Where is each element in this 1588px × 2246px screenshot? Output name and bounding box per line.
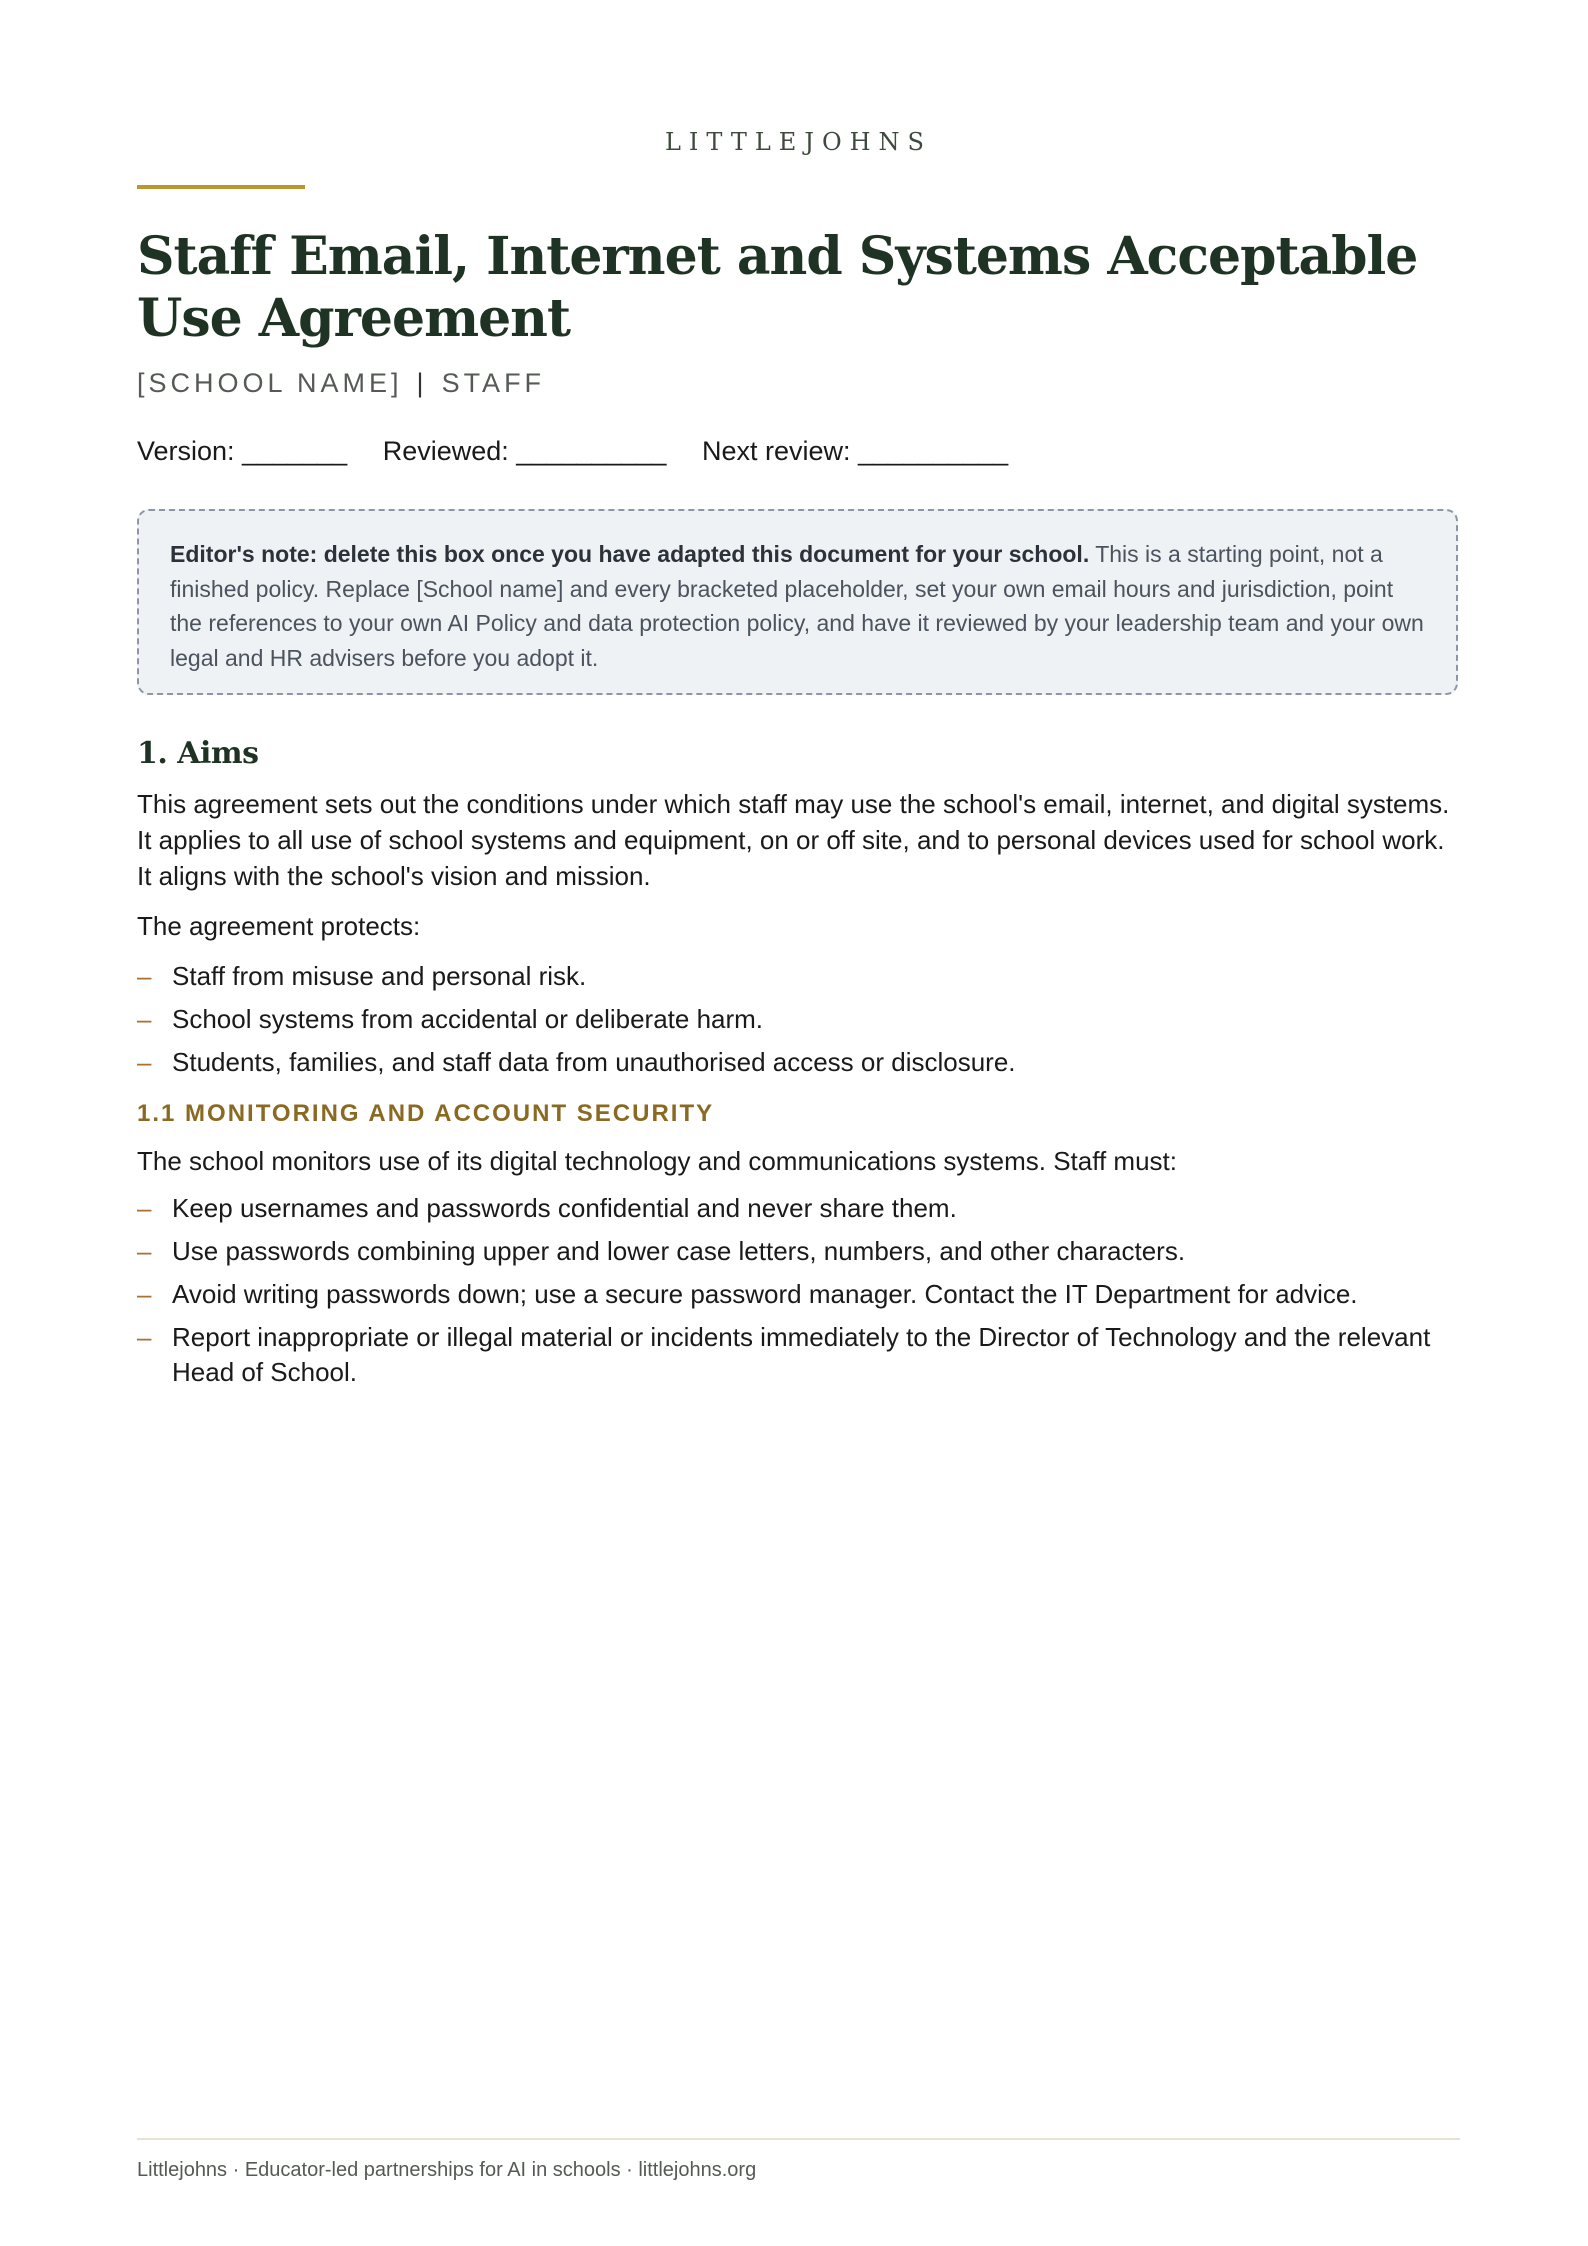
section-heading-aims: 1. Aims (137, 736, 259, 771)
aims-intro: This agreement sets out the conditions under which staff may use the school's email, internet, and digital systems. It applies to all use of school systems and equipment, on or off site, and to personal devices used for school work. It aligns with the school's vision and mission. (137, 789, 1450, 891)
protects-list (137, 959, 1460, 1088)
document-page (137, 0, 1460, 2246)
monitoring-rules-list (137, 1191, 1460, 1398)
version-meta (137, 436, 1036, 467)
list-item: – Report inappropriate or illegal material or incidents immediately to the Director of Technology and the relevant Head of School. (137, 1322, 1431, 1387)
subtitle-separator: | (416, 368, 428, 398)
list-item: – Use passwords combining upper and lower case letters, numbers, and other characters. (137, 1234, 1460, 1269)
page-title: Staff Email, Internet and Systems Acceptable Use Agreement (137, 226, 1418, 349)
list-item: – Avoid writing passwords down; use a secure password manager. Contact the IT Department for advice. (137, 1277, 1460, 1312)
bullet-dash: – (137, 1047, 152, 1077)
monitoring-intro: The school monitors use of its digital technology and communications systems. Staff must: (137, 1146, 1177, 1176)
school-name-placeholder: [SCHOOL NAME] (137, 368, 403, 398)
bullet-dash: – (137, 1004, 152, 1034)
list-item: – School systems from accidental or deliberate harm. (137, 1002, 1460, 1037)
next-review-field: Next review: __________ (701, 436, 1009, 466)
bullet-dash: – (137, 961, 152, 991)
version-field: Version: _______ (137, 436, 348, 466)
section-heading-monitoring: 1.1 MONITORING AND ACCOUNT SECURITY (137, 1100, 715, 1127)
editor-note-box (137, 509, 1458, 695)
document-subtitle (137, 368, 545, 399)
list-item: – Students, families, and staff data from unauthorised access or disclosure. (137, 1045, 1460, 1080)
protects-lead: The agreement protects: (137, 911, 421, 941)
bullet-dash: – (137, 1322, 152, 1352)
bullet-dash: – (137, 1279, 152, 1309)
bullet-dash: – (137, 1236, 152, 1266)
bullet-dash: – (137, 1193, 152, 1223)
list-item: – Staff from misuse and personal risk. (137, 959, 1460, 994)
editor-note-lead: Editor's note: delete this box once you have adapted this document for your school. (170, 541, 1090, 567)
reviewed-field: Reviewed: __________ (382, 436, 667, 466)
accent-rule (137, 185, 305, 189)
list-item: – Keep usernames and passwords confidential and never share them. (137, 1191, 1460, 1226)
page-footer: Littlejohns · Educator-led partnerships for AI in schools · littlejohns.org (137, 2159, 757, 2181)
footer-divider (137, 2138, 1460, 2140)
audience-label: STAFF (441, 368, 546, 398)
brand-wordmark: LITTLEJOHNS (664, 128, 932, 156)
editor-note-body: This is a starting point, not a finished policy. Replace [School name] and every bracketed placeholder, set your own email hours and jurisdiction, point the references to your own AI Policy and data protection policy, and have it reviewed by your leadership team and your own legal and HR advisers before you adopt it. (170, 541, 1424, 671)
